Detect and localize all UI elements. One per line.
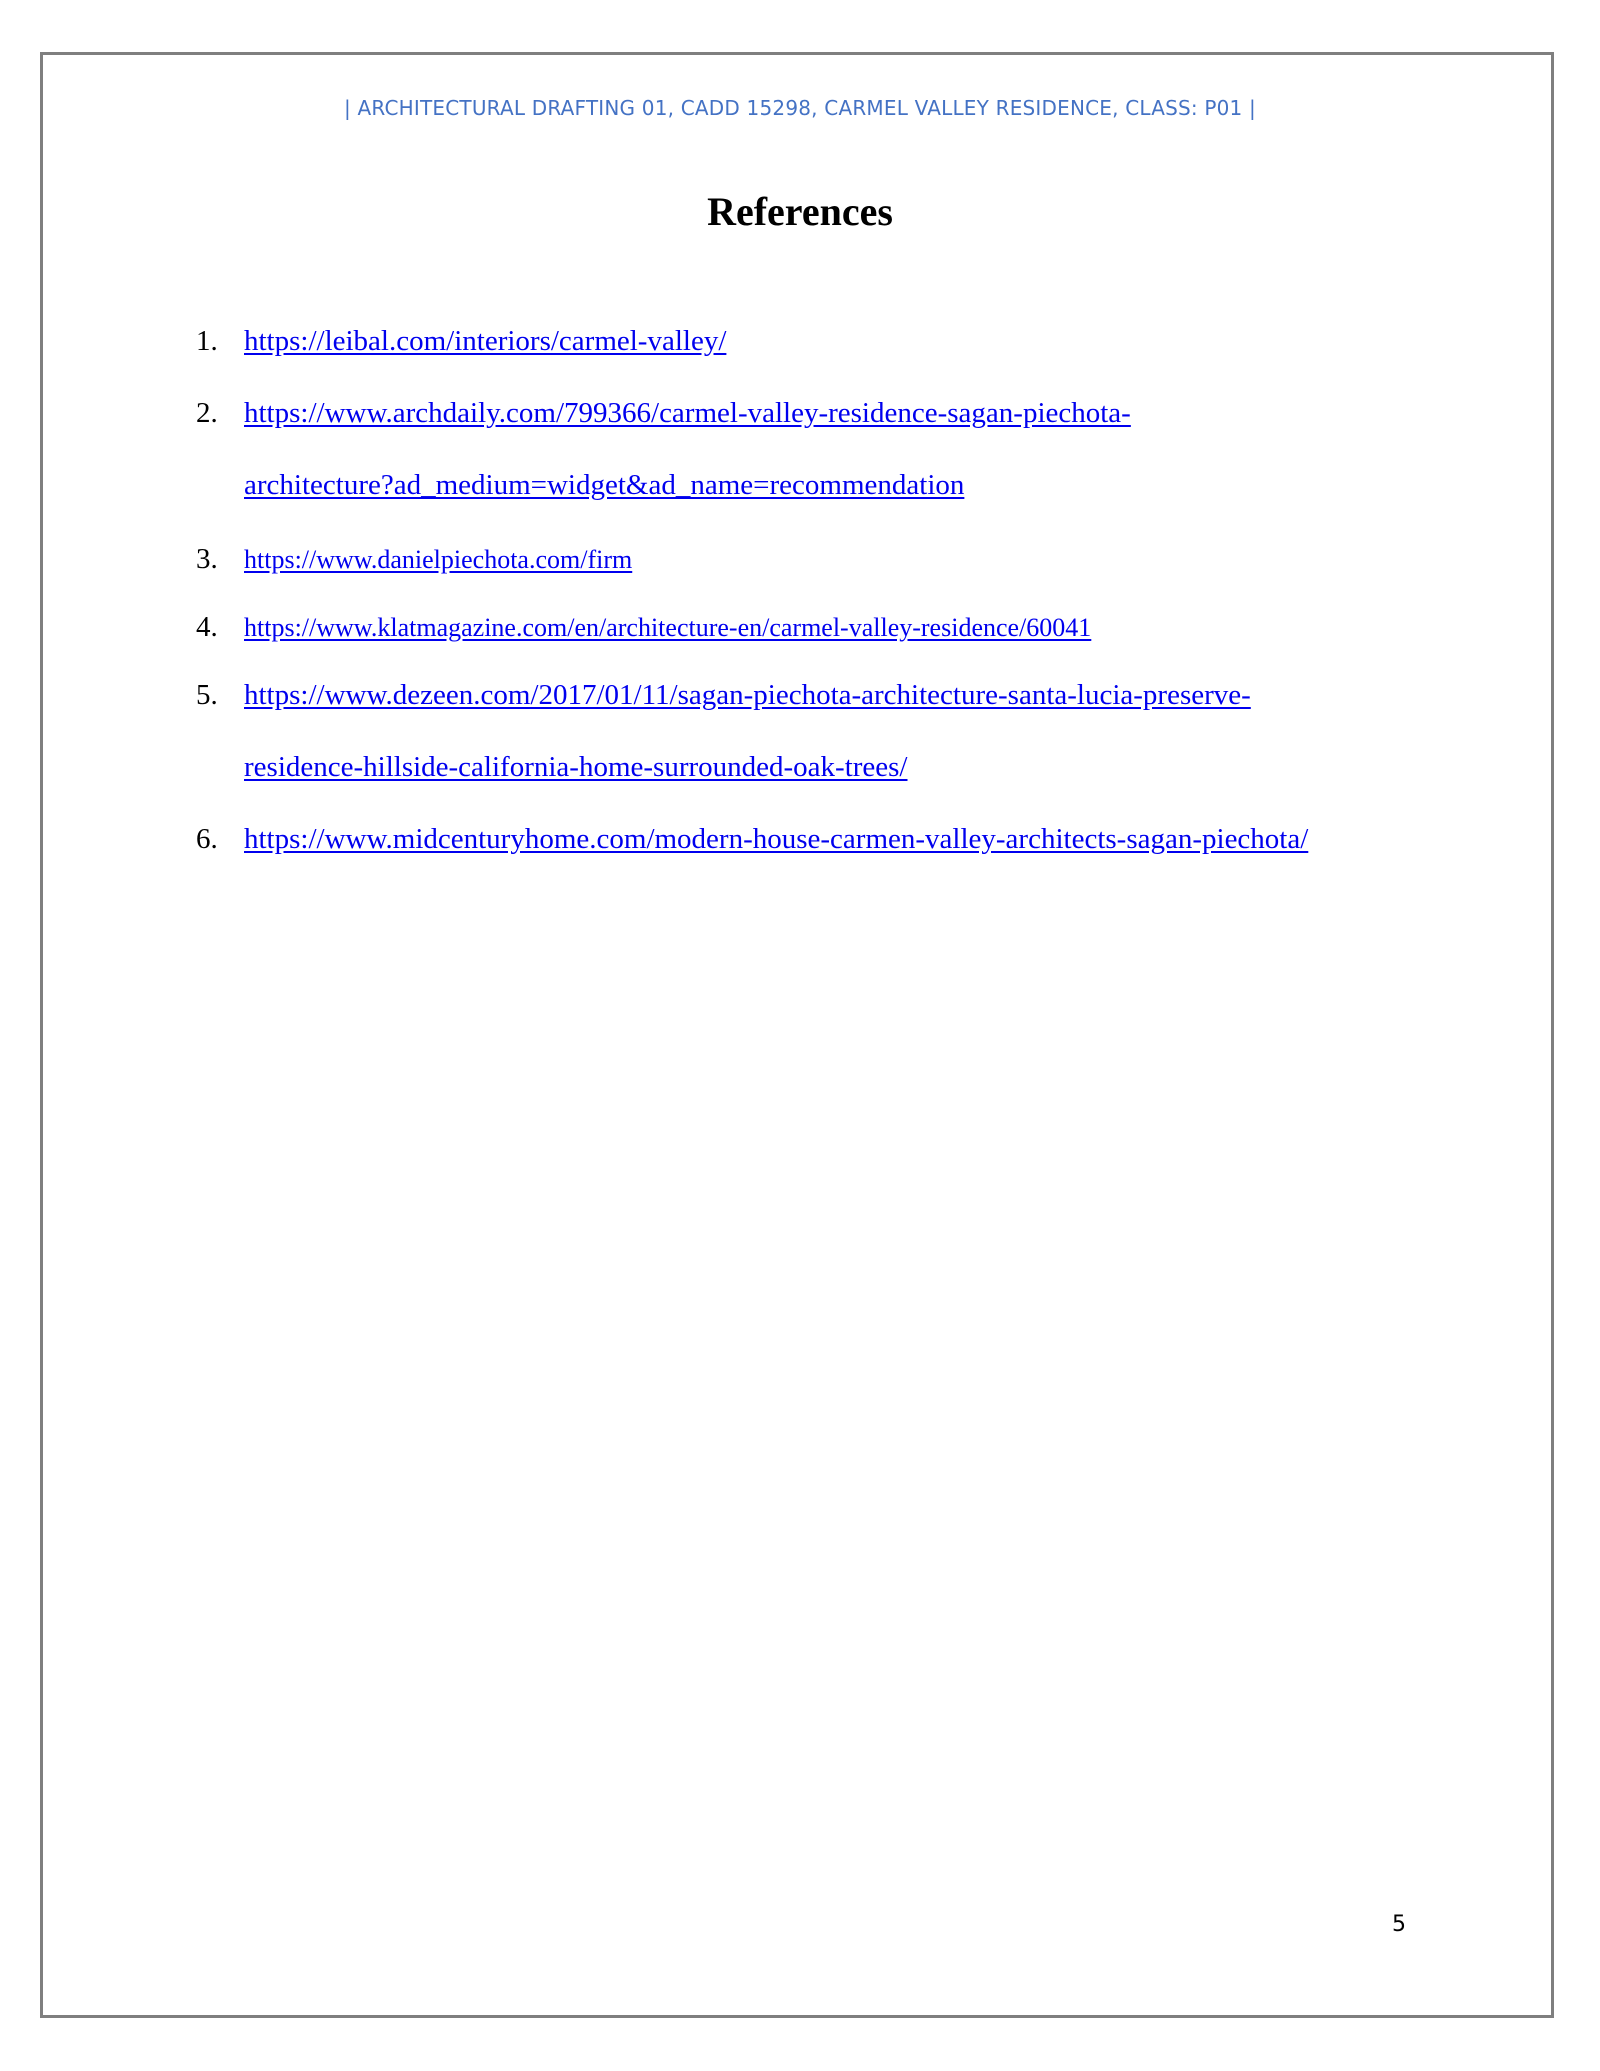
reference-number: 1. [196, 325, 218, 357]
reference-item-5-continuation [244, 750, 908, 784]
reference-item-4 [196, 610, 1091, 645]
reference-link-3[interactable]: https://www.danielpiechota.com/firm [244, 545, 633, 574]
reference-number: 6. [196, 823, 218, 855]
reference-link-6[interactable]: https://www.midcenturyhome.com/modern-house-carmen-valley-architects-sagan-piechota/ [244, 823, 1309, 855]
reference-link-5-continued[interactable]: residence-hillside-california-home-surrounded-oak-trees/ [244, 751, 908, 783]
reference-item-1 [196, 324, 726, 358]
reference-item-5 [196, 678, 1251, 712]
reference-number: 4. [196, 611, 218, 643]
page-title: References [707, 189, 893, 234]
reference-link-2-continued[interactable]: architecture?ad_medium=widget&ad_name=recommendation [244, 469, 965, 501]
reference-item-3 [196, 542, 632, 577]
reference-item-2-continuation [244, 468, 964, 502]
reference-link-5[interactable]: https://www.dezeen.com/2017/01/11/sagan-piechota-architecture-santa-lucia-preserve- [244, 679, 1251, 711]
reference-number: 2. [196, 397, 218, 429]
page-header: | ARCHITECTURAL DRAFTING 01, CADD 15298, CARMEL VALLEY RESIDENCE, CLASS: P01 | [344, 96, 1256, 120]
page-number: 5 [1392, 1912, 1406, 1937]
reference-link-2[interactable]: https://www.archdaily.com/799366/carmel-valley-residence-sagan-piechota- [244, 397, 1131, 429]
reference-link-1[interactable]: https://leibal.com/interiors/carmel-valley/ [244, 325, 727, 357]
reference-number: 3. [196, 543, 218, 575]
reference-item-6 [196, 822, 1308, 856]
reference-link-4[interactable]: https://www.klatmagazine.com/en/architecture-en/carmel-valley-residence/60041 [244, 613, 1092, 642]
reference-number: 5. [196, 679, 218, 711]
reference-list [0, 0, 1600, 1000]
reference-item-2 [196, 396, 1131, 430]
